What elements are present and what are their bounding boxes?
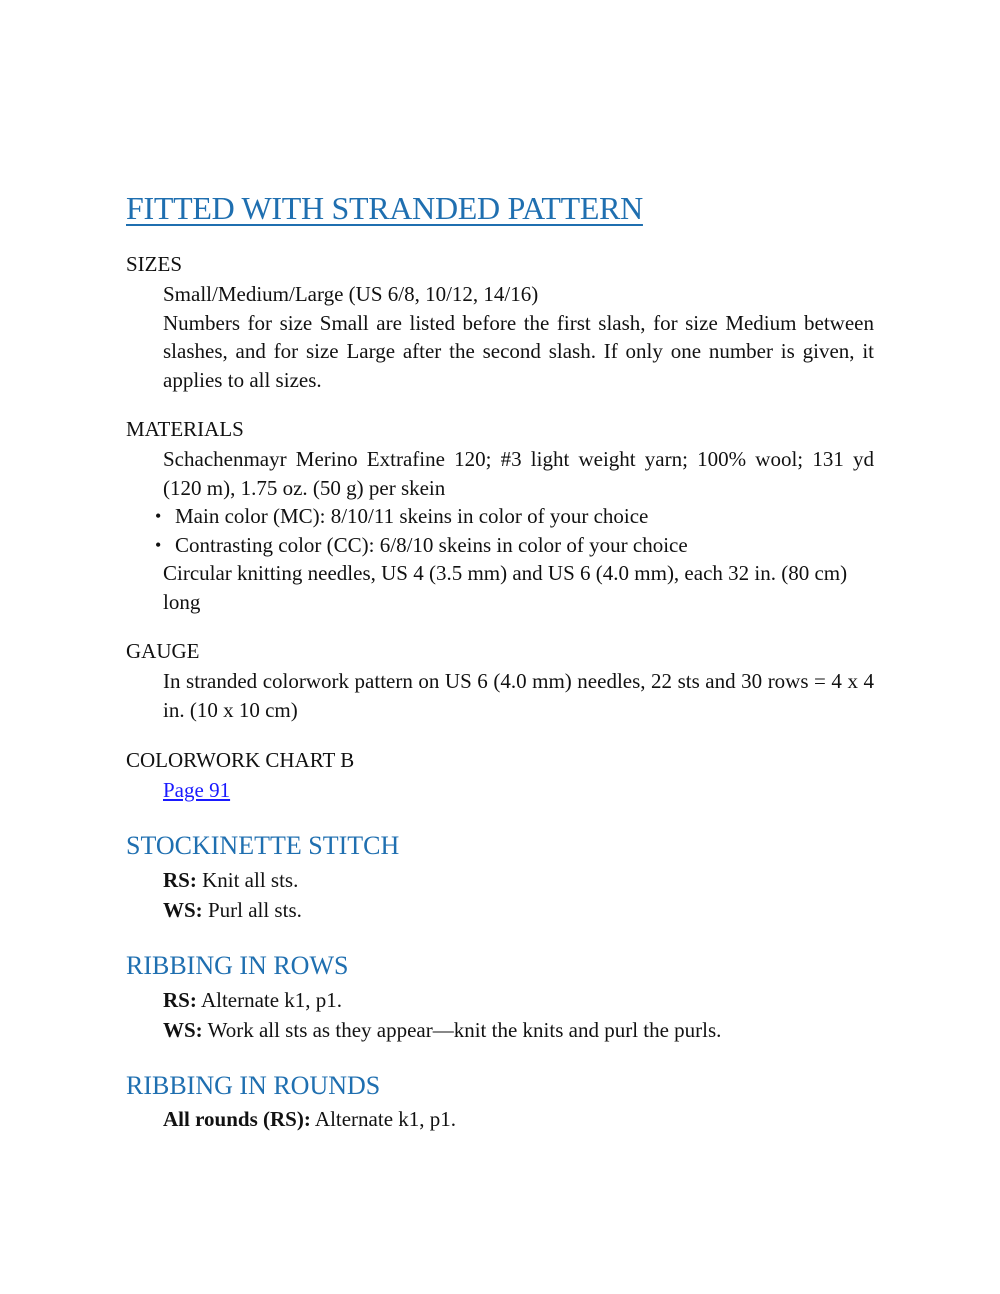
sizes-label: SIZES xyxy=(126,252,183,276)
ws-text: Purl all sts. xyxy=(207,898,302,922)
materials-yarn: Schachenmayr Merino Extrafine 120; #3 light weight yarn; 100% wool; 131 yd (120 m), 1.75 oz. (50 g) per skein xyxy=(163,447,874,500)
sizes-line: Small/Medium/Large (US 6/8, 10/12, 14/16) xyxy=(163,282,539,306)
sizes-body xyxy=(163,280,874,394)
ribbing-rounds-heading: RIBBING IN ROUNDS xyxy=(126,1071,381,1100)
rs-label: RS: xyxy=(163,868,197,892)
stockinette-heading: STOCKINETTE STITCH xyxy=(126,831,400,860)
ribbing-rows-body xyxy=(163,985,874,1045)
rs-text: Knit all sts. xyxy=(202,868,299,892)
ws-label: WS: xyxy=(163,898,203,922)
materials-needles: Circular knitting needles, US 4 (3.5 mm) and US 6 (4.0 mm), each 32 in. (80 cm) long xyxy=(163,561,848,614)
page-title: FITTED WITH STRANDED PATTERN xyxy=(126,190,643,226)
chart-body xyxy=(163,776,874,805)
ribbing-rounds-body xyxy=(163,1104,874,1134)
materials-list xyxy=(155,502,874,559)
ribbing-rows-heading: RIBBING IN ROWS xyxy=(126,951,349,980)
ws-label: WS: xyxy=(163,1018,203,1042)
ws-text: Work all sts as they appear—knit the knits and purl the purls. xyxy=(207,1018,722,1042)
sizes-description: Numbers for size Small are listed before the first slash, for size Medium between slashes, and for size Large after the second slash. If only one number is given, it applies to all sizes. xyxy=(163,310,874,392)
list-item: • Contrasting color (CC): 6/8/10 skeins in color of your choice xyxy=(163,531,874,560)
all-rounds-label: All rounds (RS): xyxy=(163,1107,311,1131)
rs-text: Alternate k1, p1. xyxy=(200,988,343,1012)
rs-label: RS: xyxy=(163,988,197,1012)
list-item: • Main color (MC): 8/10/11 skeins in color of your choice xyxy=(163,502,874,531)
gauge-label: GAUGE xyxy=(126,639,200,663)
bullet-icon: • xyxy=(155,534,162,555)
all-rounds-text: Alternate k1, p1. xyxy=(314,1107,457,1131)
chart-label: COLORWORK CHART B xyxy=(126,748,355,772)
stockinette-body xyxy=(163,865,874,925)
bullet-icon: • xyxy=(155,506,162,526)
gauge-text: In stranded colorwork pattern on US 6 (4.0 mm) needles, 22 sts and 30 rows = 4 x 4 in. (10 x 10 cm) xyxy=(163,669,874,722)
page-91-link[interactable]: Page 91 xyxy=(163,778,231,802)
materials-body xyxy=(155,445,874,616)
materials-label: MATERIALS xyxy=(126,417,244,441)
